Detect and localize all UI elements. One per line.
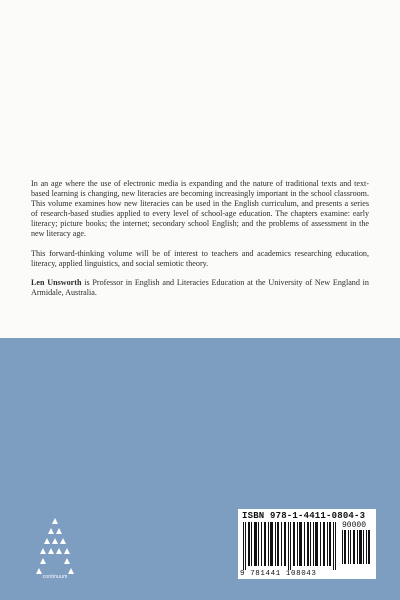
blurb-paragraph-1: In an age where the use of electronic media is expanding and the nature of traditional texts and text-based learning is changing, new literacies are becoming increasingly important in the school classroom. This volume examines how new literacies can be used in the English curriculum, and presents a series of research-based studies applied to every level of school-age education. The chapters examine: early literacy; picture books; the internet; secondary school English; and the problems of assessment in the new literacy age. [31, 179, 369, 239]
isbn-number: ISBN 978-1-4411-0804-3 [242, 511, 366, 521]
author-bio [31, 278, 369, 298]
publisher-name: continuum [42, 574, 68, 580]
author-name: Len Unsworth [31, 277, 82, 287]
back-cover-blurb [31, 179, 369, 298]
blurb-paragraph-2: This forward-thinking volume will be of interest to teachers and academics researching education, literacy, applied linguistics, and social semiotic theory. [31, 248, 369, 268]
price-barcode-bars [342, 530, 372, 564]
barcode-digits: 9 781441 108043 [240, 570, 317, 578]
price-code-text: 90000 [342, 521, 367, 530]
author-bio-text: is Professor in English and Literacies Education at the University of New England in Armidale, Australia. [31, 277, 369, 297]
ean-barcode-bars [242, 522, 338, 570]
isbn-barcode [238, 509, 376, 579]
continuum-logo-icon [36, 512, 74, 582]
price-code [342, 521, 372, 564]
